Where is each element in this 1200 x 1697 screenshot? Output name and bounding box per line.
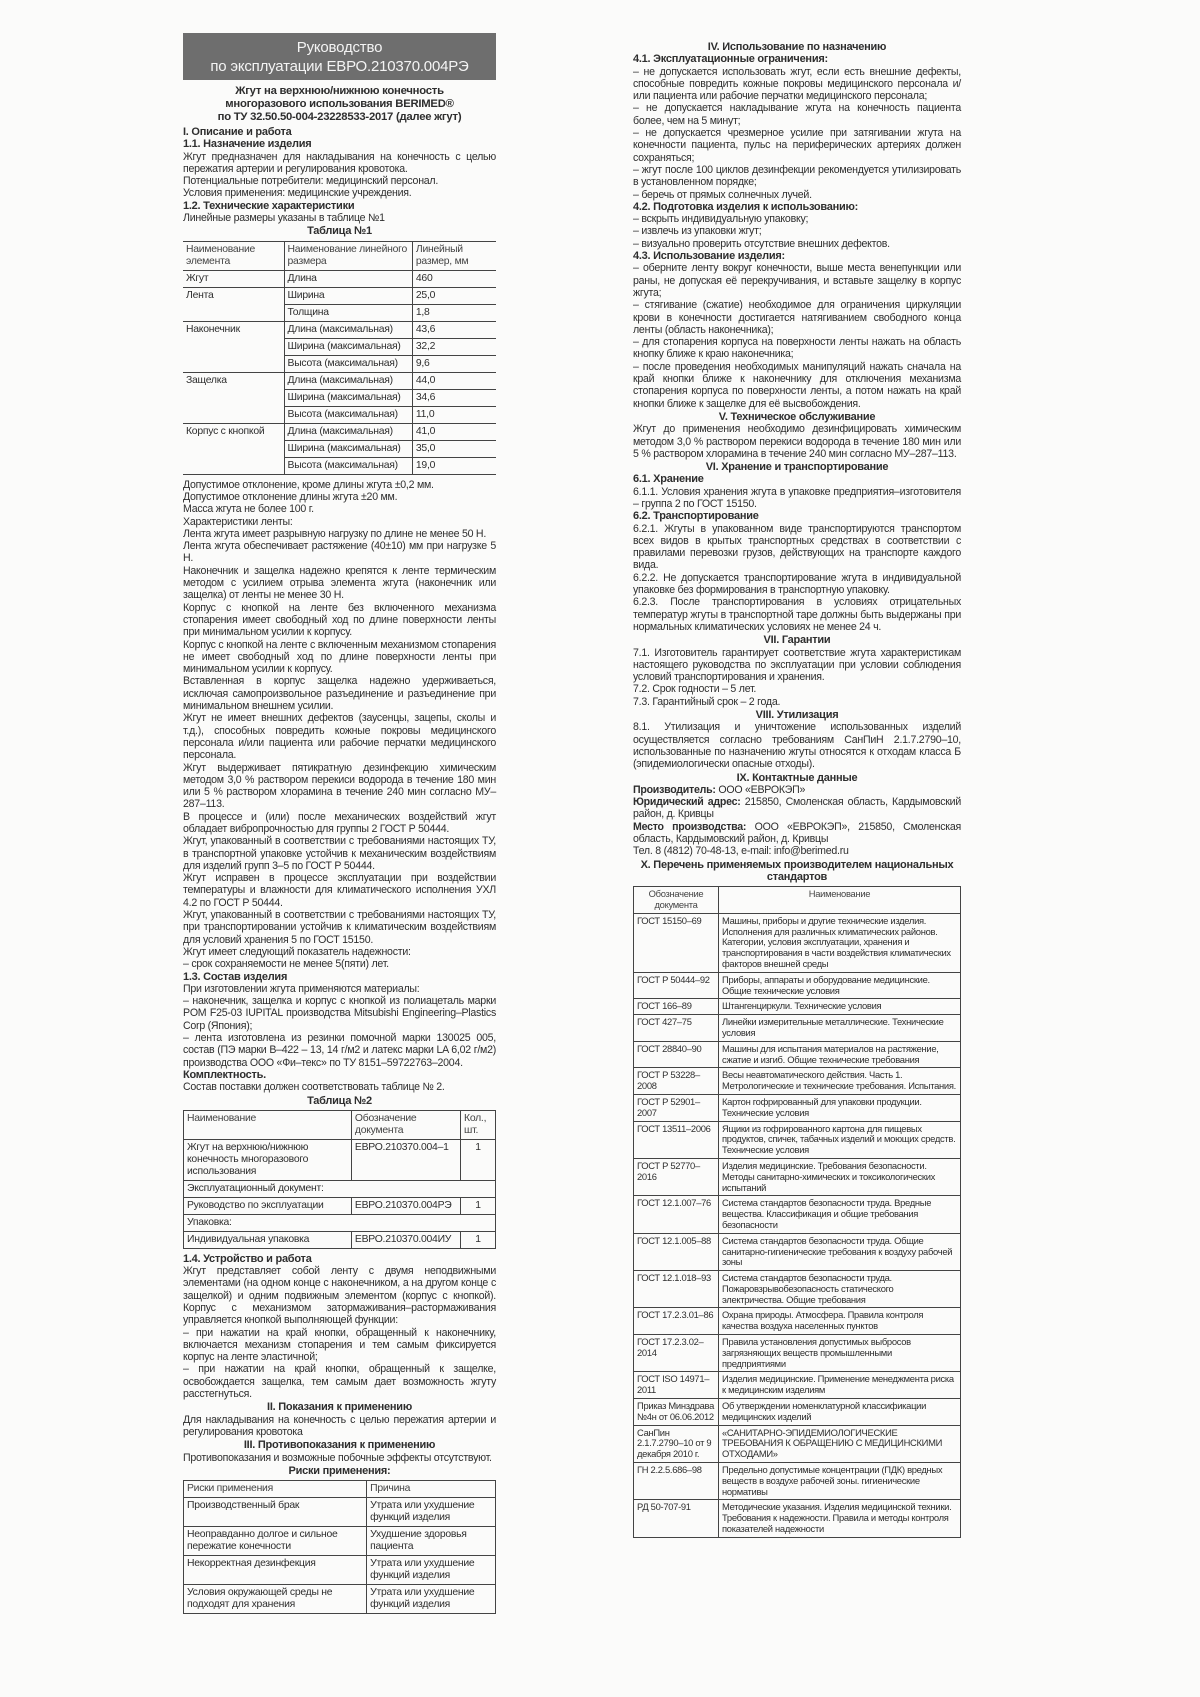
table-cell: Правила установления допустимых выбросов загрязняющих веществ промышленными предприятиями (719, 1335, 961, 1372)
table-row (634, 1372, 961, 1399)
column-header: Наименование (719, 887, 961, 914)
section-heading: 1.1. Назначение изделия (183, 138, 312, 151)
table-cell: Линейки измерительные металлические. Технические условия (719, 1015, 961, 1042)
table-cell: Длина (максимальная) (284, 321, 412, 338)
paragraph: 8.1. Утилизация и уничтожение использованных изделий осуществляется согласно требованиям СанПиН 2.1.7.2790–10, использованные по назначению жгуты относятся к отходам класса Б (эпидемиологически опасные отходы). (633, 721, 961, 771)
table-row (184, 1197, 496, 1214)
table-cell: 1,8 (412, 304, 496, 321)
section-heading: 1.4. Устройство и работа (183, 1252, 312, 1265)
table-cell: ГОСТ 12.1.007–76 (634, 1196, 719, 1233)
left-body (183, 126, 496, 1614)
document-title (183, 85, 496, 124)
table-row (634, 1233, 961, 1270)
table-cell: Высота (максимальная) (284, 355, 412, 372)
table-row (634, 1158, 961, 1195)
paragraph: – срок сохраняемости не менее 5(пяти) лет. (183, 958, 389, 971)
paragraph: Жгут выдерживает пятикратную дезинфекцию химическим методом 3,0 % раствором перекиси водорода в течение 180 мин или 5 % раствором хлорамина в течение 240 мин согласно МУ–287–113. (183, 761, 496, 811)
table-row (183, 355, 496, 372)
centered-heading: Таблица №1 (307, 225, 372, 238)
paragraph: 6.2.2. Не допускается транспортирование жгута в индивидуальной упаковке без формирования в транспортную упаковку. (633, 571, 961, 597)
table-cell: Утрата или ухудшение функций изделия (367, 1556, 496, 1585)
centered-heading: VI. Хранение и транспортирование (705, 461, 889, 474)
table-cell: Толщина (284, 304, 412, 321)
centered-heading: X. Перечень применяемых производителем национальных стандартов (640, 858, 954, 883)
table-row (183, 304, 496, 321)
table-row (634, 1425, 961, 1462)
paragraph: – извлечь из упаковки жгут; (633, 225, 762, 238)
paragraph: Жгут, упакованный в соответствии с требованиями настоящих ТУ, при транспортировании устойчив к климатическим воздействиям для условий хранения 5 по ГОСТ 15150. (183, 909, 496, 946)
paragraph: Лента жгута имеет разрывную нагрузку по длине не менее 50 Н. (183, 527, 487, 540)
right-column (633, 40, 961, 1542)
paragraph: – при нажатии на край кнопки, обращенный к наконечнику, включается механизм стопарения и тем самым фиксируется корпус на ленте эластичной; (183, 1326, 496, 1364)
table-cell: 1 (461, 1197, 496, 1214)
table-cell: Длина (284, 270, 412, 287)
table-cell: Система стандартов безопасности труда. Вредные вещества. Классификация и общие требования безопасности (719, 1196, 961, 1233)
table-cell: Индивидуальная упаковка (184, 1231, 352, 1248)
table-cell: Ширина (284, 287, 412, 304)
centered-heading: III. Противопоказания к применению (243, 1439, 436, 1452)
paragraph: – для стопарения корпуса на поверхности ленты нажать на область кнопку ближе к краю наконечника; (633, 336, 961, 361)
table-row (184, 1231, 496, 1248)
table-row (634, 1068, 961, 1095)
paragraph: 7.3. Гарантийный срок – 2 года. (633, 695, 781, 708)
table-cell: 1 (461, 1231, 496, 1248)
paragraph: – после проведения необходимых манипуляций нажать сначала на край кнопки ближе к наконечнику для отключения механизма стопарения корпуса по поверхности ленты, а потом нажать на край кнопки ближе к защелке для её высвобождения. (633, 360, 961, 410)
table-row (184, 1498, 496, 1527)
table-row (634, 913, 961, 972)
paragraph: 6.1.1. Условия хранения жгута в упаковке предприятия–изготовителя – группа 2 по ГОСТ 15150. (633, 485, 961, 510)
contact-label: Место производства: (633, 820, 747, 833)
table-cell: Штангенциркули. Технические условия (719, 999, 961, 1015)
contact-value: ООО «ЕВРОКЭП» (715, 783, 806, 796)
paragraph: – стягивание (сжатие) необходимое для ограничения циркуляции крови в конечности достигается натягиванием свободного конца ленты (область наконечника); (633, 299, 961, 336)
table-cell: Защелка (183, 372, 284, 389)
table-cell: ГОСТ 12.1.018–93 (634, 1271, 719, 1308)
table-cell: Руководство по эксплуатации (184, 1197, 352, 1214)
table-cell: Производственный брак (184, 1498, 367, 1527)
table-cell: СанПин 2.1.7.2790–10 от 9 декабря 2010 г. (634, 1425, 719, 1462)
table-row (183, 440, 496, 457)
table-row (634, 1015, 961, 1042)
paragraph: 7.1. Изготовитель гарантирует соответствие жгута характеристикам настоящего руководства по эксплуатации при условии соблюдения условий транспортирования и хранения. (633, 646, 961, 684)
table-cell: ГН 2.2.5.686–98 (634, 1463, 719, 1500)
table-cell: ГОСТ ISO 14971–2011 (634, 1372, 719, 1399)
left-column (183, 33, 496, 1618)
table-cell: Машины для испытания материалов на растяжение, сжатие и изгиб. Общие технические требования (719, 1041, 961, 1068)
table-cell: Ширина (максимальная) (284, 338, 412, 355)
paragraph: Жгут имеет следующий показатель надежности: (183, 945, 411, 958)
paragraph: – не допускается использовать жгут, если есть внешние дефекты, способные повредить кожные покровы медицинского персонала и/или пациента или рабочие перчатки медицинского персонала; (633, 65, 961, 103)
table-cell: ГОСТ 17.2.3.01–86 (634, 1308, 719, 1335)
paragraph: 6.2.1. Жгуты в упакованном виде транспортируются транспортом всех видов в крытых транспортных средствах в соответствии с правилами перевозки грузов, действующих на транспорте каждого вида. (633, 522, 961, 572)
table-cell: Высота (максимальная) (284, 406, 412, 423)
paragraph: Состав поставки должен соответствовать таблице № 2. (183, 1081, 445, 1094)
table-cell: Корпус с кнопкой (183, 423, 284, 440)
table-cell: 41,0 (412, 423, 496, 440)
paragraph: Потенциальные потребители: медицинский персонал. (183, 175, 439, 188)
table-row (634, 1041, 961, 1068)
paragraph: Жгут не имеет внешних дефектов (заусенцы, зацепы, сколы и т.д.), способных повредить кожные покровы медицинского персонала и/или пациента или рабочие перчатки медицинского персонала. (183, 712, 496, 762)
table-cell: Приказ Минздрава №4н от 06.06.2012 (634, 1399, 719, 1426)
table-cell: Система стандартов безопасности труда. Общие санитарно-гигиенические требования к воздуху рабочей зоны (719, 1233, 961, 1270)
table-row (184, 1139, 496, 1180)
table-cell: 25,0 (412, 287, 496, 304)
centered-heading: Таблица №2 (307, 1094, 372, 1107)
table-row (634, 1463, 961, 1500)
table-cell: 11,0 (412, 406, 496, 423)
table-cell: ГОСТ 28840–90 (634, 1041, 719, 1068)
contact-line (633, 796, 961, 821)
column-header: Наименование линейного размера (284, 241, 412, 270)
table-cell: РД 50-707-91 (634, 1500, 719, 1537)
column-header: Риски применения (184, 1481, 367, 1498)
column-header: Обозначение документа (634, 887, 719, 914)
table-header-row (184, 1110, 496, 1139)
paragraph: Характеристики ленты: (183, 515, 293, 528)
table-cell: Некорректная дезинфекция (184, 1556, 367, 1585)
section-heading: 6.1. Хранение (633, 473, 704, 486)
paragraph: – вскрыть индивидуальную упаковку; (633, 213, 809, 226)
centered-heading: IV. Использование по назначению (707, 41, 887, 53)
table-cell: Жгут (183, 270, 284, 287)
table-row (184, 1527, 496, 1556)
table-cell: Машины, приборы и другие технические изделия. Исполнения для различных климатических районов. Категории, условия эксплуатации, хранения и транспортирования в части воздействия климатических факторов внешней среды (719, 913, 961, 972)
column-header: Обозначение документа (351, 1110, 460, 1139)
table-cell: «САНИТАРНО-ЭПИДЕМИОЛОГИЧЕСКИЕ ТРЕБОВАНИЯ К ОБРАЩЕНИЮ С МЕДИЦИНСКИМИ ОТХОДАМИ» (719, 1425, 961, 1462)
table-cell: 1 (461, 1139, 496, 1180)
section-heading: Комплектность. (183, 1068, 266, 1081)
paragraph: Жгут предназначен для накладывания на конечность с целью пережатия артерии и регулирования кровотока. (183, 150, 496, 175)
table-cell: Лента (183, 287, 284, 304)
section-heading: 4.3. Использование изделия: (633, 250, 785, 263)
data-table (183, 1110, 496, 1249)
table-cell: Наконечник (183, 321, 284, 338)
table-cell: Неоправданно долгое и сильное пережатие конечности (184, 1527, 367, 1556)
table-cell: Система стандартов безопасности труда. Пожаровзрывобезопасность статического электричества. Общие требования (719, 1271, 961, 1308)
table-row (183, 321, 496, 338)
contact-line (633, 784, 961, 796)
paragraph: – лента изготовлена из резинки помочной марки 130025 005, состав (ПЭ марки В–422 – 13, 14 г/м2 и латекс марки LA 6,02 г/м2) производства ООО «Фи–текс» по ТУ 8151–59722763–2004. (183, 1032, 496, 1069)
manual-header-box (183, 33, 496, 80)
centered-heading: II. Показания к применению (267, 1401, 412, 1414)
paragraph: Для накладывания на конечность с целью пережатия артерии и регулирования кровотока (183, 1413, 496, 1438)
table-cell: Об утверждении номенклатурной классификации медицинских изделий (719, 1399, 961, 1426)
table-row (634, 972, 961, 999)
paragraph: Условия применения: медицинские учреждения. (183, 187, 412, 200)
table-cell: Жгут на верхнюю/нижнюю конечность многоразового использования (184, 1139, 352, 1180)
paragraph: В процессе и (или) после механических воздействий жгут обладает вибропрочностью для группы 2 ГОСТ Р 50444. (183, 810, 496, 835)
table-cell: Упаковка: (184, 1214, 496, 1231)
paragraph: Тел. 8 (4812) 70-48-13, e-mail: info@berimed.ru (633, 845, 849, 858)
table-cell: ГОСТ 17.2.3.02–2014 (634, 1335, 719, 1372)
centered-heading: IX. Контактные данные (736, 771, 858, 784)
paragraph: 6.2.3. После транспортирования в условиях отрицательных температур жгуты в транспортной таре должны быть выдержаны при нормальных климатических условиях не менее 24 ч. (633, 596, 961, 633)
table-cell: Ширина (максимальная) (284, 440, 412, 457)
table-cell: ГОСТ 166–89 (634, 999, 719, 1015)
table-cell (183, 440, 284, 457)
paragraph: Противопоказания и возможные побочные эффекты отсутствуют. (183, 1451, 492, 1464)
table-cell: Ширина (максимальная) (284, 389, 412, 406)
table-cell: ГОСТ 427–75 (634, 1015, 719, 1042)
table-row (183, 406, 496, 423)
table-row (184, 1556, 496, 1585)
table-cell (183, 355, 284, 372)
table-row (183, 372, 496, 389)
table-header-row (184, 1481, 496, 1498)
centered-heading: VIII. Утилизация (755, 709, 839, 722)
section-heading: I. Описание и работа (183, 126, 292, 138)
table-cell: Ящики из гофрированного картона для пищевых продуктов, спичек, табачных изделий и моющих средств. Технические условия (719, 1121, 961, 1158)
paragraph: – наконечник, защелка и корпус с кнопкой из полиацеталь марки POM F25-03 IUPITAL производства Mitsubishi Engineering–Plastics Corp (Япония); (183, 995, 496, 1032)
table-row (634, 1335, 961, 1372)
table-row (634, 1399, 961, 1426)
table-cell: Весы неавтоматического действия. Часть 1. Метрологические и технические требования. Испытания. (719, 1068, 961, 1095)
table-cell: ГОСТ 12.1.005–88 (634, 1233, 719, 1270)
table-cell: Утрата или ухудшение функций изделия (367, 1498, 496, 1527)
column-header: Кол., шт. (461, 1110, 496, 1139)
paragraph: – при нажатии на край кнопки, обращенный к защелке, освобождается защелка, тем самым дает возможность жгуту расстегнуться. (183, 1363, 496, 1401)
table-cell: ГОСТ Р 52901–2007 (634, 1094, 719, 1121)
contact-value: ООО «ЕВРОКЭП», 215850, Смоленская область, Кардымовский район, д. Кривцы (633, 820, 961, 845)
table-cell: ЕВРО.210370.004–1 (351, 1139, 460, 1180)
header-line-2: по эксплуатации ЕВРО.210370.004РЭ (210, 58, 469, 75)
paragraph: – жгут после 100 циклов дезинфекции рекомендуется утилизировать в установленном порядке; (633, 163, 961, 189)
contact-label: Юридический адрес: (633, 796, 741, 809)
table-row (634, 1271, 961, 1308)
right-body (633, 41, 961, 1538)
paragraph: – визуально проверить отсутствие внешних дефектов. (633, 237, 890, 250)
data-table (633, 886, 961, 1538)
table-cell: Длина (максимальная) (284, 372, 412, 389)
paragraph: – беречь от прямых солнечных лучей. (633, 188, 812, 201)
table-header-row (634, 887, 961, 914)
table-row (183, 457, 496, 474)
table-header-row (183, 241, 496, 270)
table-row (184, 1180, 496, 1197)
table-cell: ЕВРО.210370.004РЭ (351, 1197, 460, 1214)
table-cell (183, 389, 284, 406)
table-cell (183, 304, 284, 321)
centered-heading: V. Техническое обслуживание (718, 410, 876, 423)
table-row (634, 1094, 961, 1121)
table-row (184, 1214, 496, 1231)
paragraph: Жгут представляет собой ленту с двумя неподвижными элементами (на одном конце с наконечником, а на другом конце с защелкой) и одним подвижным элементом (корпус с кнопкой). Корпус с механизмом затормаживания–растормаживания управляется кнопкой выполняющей функции: (183, 1265, 496, 1327)
table-cell: 9,6 (412, 355, 496, 372)
section-heading: 1.3. Состав изделия (183, 970, 288, 983)
table-cell: Приборы, аппараты и оборудование медицинские. Общие технические условия (719, 972, 961, 999)
table-row (634, 1500, 961, 1537)
centered-heading: VII. Гарантии (763, 634, 831, 647)
table-row (183, 389, 496, 406)
table-cell: ГОСТ 13511–2006 (634, 1121, 719, 1158)
paragraph: Жгут до применения необходимо дезинфицировать химическим методом 3,0 % раствором перекиси водорода в течение 180 мин или 5 % раствором хлорамина в течение 240 мин согласно МУ–287–113. (633, 423, 961, 460)
data-table (183, 241, 496, 475)
table-cell: ГОСТ Р 52770–2016 (634, 1158, 719, 1195)
table-cell: Методические указания. Изделия медицинской техники. Требования к надежности. Правила и методы контроля показателей надежности (719, 1500, 961, 1537)
table-cell: Изделия медицинские. Требования безопасности. Методы санитарно-химических и токсикологических испытаний (719, 1158, 961, 1195)
paragraph: 7.2. Срок годности – 5 лет. (633, 683, 757, 696)
data-table (183, 1480, 496, 1614)
table-cell: Предельно допустимые концентрации (ПДК) вредных веществ в воздухе рабочей зоны. гигиенические нормативы (719, 1463, 961, 1500)
section-heading: 4.1. Эксплуатационные ограничения: (633, 53, 828, 66)
section-heading: 4.2. Подготовка изделия к использованию: (633, 200, 859, 213)
contact-label: Производитель: (633, 783, 716, 796)
column-header: Наименование (184, 1110, 352, 1139)
table-cell: 19,0 (412, 457, 496, 474)
table-cell: 35,0 (412, 440, 496, 457)
contact-value: 215850, Смоленская область, Кардымовский район, д. Кривцы (633, 796, 961, 821)
table-cell: ЕВРО.210370.004ИУ (351, 1231, 460, 1248)
table-row (184, 1585, 496, 1614)
table-cell: ГОСТ 15150–69 (634, 913, 719, 972)
title-line: по ТУ 32.50.50-004-23228533-2017 (далее жгут) (217, 111, 462, 123)
table-cell: 34,6 (412, 389, 496, 406)
table-row (183, 287, 496, 304)
table-cell: Эксплуатационный документ: (184, 1180, 496, 1197)
paragraph: При изготовлении жгута применяются материалы: (183, 982, 420, 995)
table-row (634, 999, 961, 1015)
contact-line (633, 821, 961, 846)
table-cell: Картон гофрированный для упаковки продукции. Технические условия (719, 1094, 961, 1121)
table-cell (183, 457, 284, 474)
paragraph: Масса жгута не более 100 г. (183, 503, 314, 516)
column-header: Наименование элемента (183, 241, 284, 270)
table-cell: Изделия медицинские. Применение менеджмента риска к медицинским изделиям (719, 1372, 961, 1399)
table-cell: 43,6 (412, 321, 496, 338)
paragraph: Жгут, упакованный в соответствии с требованиями настоящих ТУ, в транспортной упаковке устойчив к механическим воздействиям для изделий групп 3–5 по ГОСТ Р 50444. (183, 835, 496, 872)
paragraph: Вставленная в корпус защелка надежно удерживаеться, исключая самопроизвольное разъединение и разъединение при минимальном внешнем усилии. (183, 675, 496, 713)
table-cell: Ухудшение здоровья пациента (367, 1527, 496, 1556)
paragraph: – не допускается чрезмерное усилие при затягивании жгута на конечности пациента, пульс на периферических артериях должен сохраняться; (633, 127, 961, 164)
table-cell: 44,0 (412, 372, 496, 389)
paragraph: Корпус с кнопкой на ленте без включенного механизма стопарения имеет свободный ход по длине поверхности ленты при минимальном усилии к корпусу. (183, 601, 496, 639)
table-row (634, 1121, 961, 1158)
paragraph: – оберните ленту вокруг конечности, выше места венепункции или раны, не допуская её перекручивания, и вставьте защелку в корпус жгута; (633, 262, 961, 299)
table-cell: Охрана природы. Атмосфера. Правила контроля качества воздуха населенных пунктов (719, 1308, 961, 1335)
table-cell: 32,2 (412, 338, 496, 355)
table-cell: Условия окружающей среды не подходят для хранения (184, 1585, 367, 1614)
table-cell: Утрата или ухудшение функций изделия (367, 1585, 496, 1614)
title-line: Жгут на верхнюю/нижнюю конечность (235, 85, 444, 97)
paragraph: Корпус с кнопкой на ленте с включенным механизмом стопарения не имеет свободный ход по длине поверхности ленты при минимальном усилии к корпусу. (183, 638, 496, 676)
table-row (634, 1196, 961, 1233)
paragraph: Линейные размеры указаны в таблице №1 (183, 212, 385, 225)
paragraph: – не допускается накладывание жгута на конечность пациента более, чем на 5 минут; (633, 102, 961, 127)
section-heading: 6.2. Транспортирование (633, 510, 759, 523)
table-row (183, 270, 496, 287)
section-heading: 1.2. Технические характеристики (183, 199, 355, 212)
header-line-1: Руководство (296, 39, 383, 56)
table-cell: ГОСТ Р 53228–2008 (634, 1068, 719, 1095)
table-cell: ГОСТ Р 50444–92 (634, 972, 719, 999)
centered-heading: Риски применения: (288, 1464, 391, 1477)
table-cell (183, 338, 284, 355)
paragraph: Наконечник и защелка надежно крепятся к ленте термическим методом с усилием отрыва элемента жгута (наконечник или защелка) от ленты не менее 30 Н. (183, 564, 496, 602)
table-cell: 460 (412, 270, 496, 287)
column-header: Причина (367, 1481, 496, 1498)
paragraph: Жгут исправен в процессе эксплуатации при воздействии температуры и влажности для климатического исполнения УХЛ 4.2 по ГОСТ Р 50444. (183, 872, 496, 909)
column-header: Линейный размер, мм (412, 241, 496, 270)
table-row (634, 1308, 961, 1335)
paragraph: Лента жгута обеспечивает растяжение (40±10) мм при нагрузке 5 Н. (183, 540, 496, 565)
table-cell (183, 406, 284, 423)
paragraph: Допустимое отклонение длины жгута ±20 мм. (183, 490, 398, 503)
table-row (183, 338, 496, 355)
table-row (183, 423, 496, 440)
title-line: многоразового использования BERIMED® (225, 98, 454, 110)
table-cell: Высота (максимальная) (284, 457, 412, 474)
paragraph: Допустимое отклонение, кроме длины жгута ±0,2 мм. (183, 478, 434, 491)
table-cell: Длина (максимальная) (284, 423, 412, 440)
